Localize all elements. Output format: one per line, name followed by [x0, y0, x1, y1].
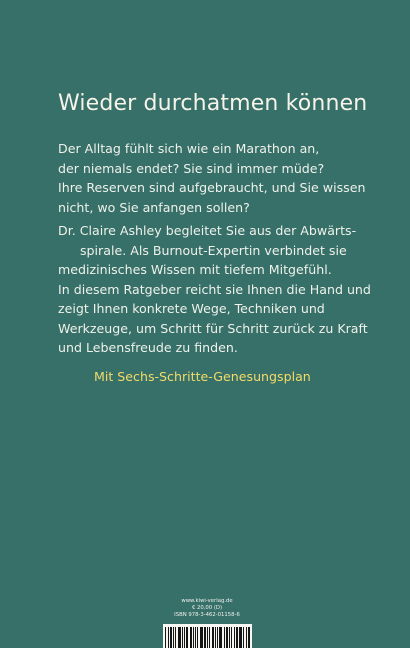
barcode-bar — [178, 627, 181, 648]
barcode-icon — [163, 624, 252, 648]
intro-line-3: Ihre Reserven sind aufgebraucht, und Sie wissen — [58, 180, 366, 195]
barcode-bar — [197, 627, 198, 648]
barcode-bar — [231, 627, 232, 648]
intro-paragraph — [58, 139, 370, 217]
barcode-bar — [215, 627, 216, 648]
barcode-bar — [184, 627, 185, 648]
barcode-bar — [204, 627, 206, 648]
barcode-bar — [217, 627, 218, 648]
description-line-4: In diesem Ratgeber reicht sie Ihnen die Hand und — [58, 281, 371, 297]
barcode-bar — [229, 627, 230, 648]
barcode-bar — [165, 627, 166, 648]
barcode-bar — [175, 627, 176, 648]
back-cover-headline: Wieder durchatmen können — [58, 91, 368, 116]
publisher-info — [163, 598, 251, 619]
recovery-plan-highlight: Mit Sechs-Schritte-Genesungsplan — [94, 369, 311, 384]
description-line-3: medizinisches Wissen mit tiefem Mitgefühl. — [58, 262, 332, 277]
barcode-bar — [226, 627, 228, 648]
barcode-bar — [219, 627, 222, 648]
barcode-bar — [246, 627, 247, 648]
barcode-bar — [224, 627, 225, 648]
barcode-bar — [168, 627, 169, 648]
book-price: € 20,00 (D) — [191, 605, 223, 612]
barcode-bar — [236, 627, 238, 648]
barcode-bar — [239, 627, 242, 648]
intro-line-2: der niemals endet? Sie sind immer müde? — [58, 160, 325, 176]
barcode-bar — [173, 627, 174, 648]
description-line-1: Dr. Claire Ashley begleitet Sie aus der Abwärts- — [58, 223, 357, 238]
publisher-website: www.kiwi-verlag.de — [181, 598, 233, 604]
barcode-bar — [248, 627, 250, 648]
barcode-bar — [243, 627, 244, 648]
barcode-bar — [234, 627, 235, 648]
barcode-bar — [170, 627, 172, 648]
barcode-bar — [200, 627, 203, 648]
intro-line-1: Der Alltag fühlt sich wie ein Marathon an, — [58, 141, 320, 156]
description-line-2: spirale. Als Burnout-Expertin verbindet sie — [80, 242, 347, 258]
barcode-bar — [182, 627, 183, 648]
description-line-6: Werkzeuge, um Schritt für Schritt zurück zu Kraft — [58, 320, 368, 336]
barcode-bar — [195, 627, 196, 648]
isbn-text: ISBN 978-3-462-01158-6 — [174, 612, 240, 619]
barcode-bar — [212, 627, 214, 648]
barcode-bar — [193, 627, 194, 648]
barcode-bar — [186, 627, 188, 648]
description-line-5: zeigt Ihnen konkrete Wege, Techniken und — [58, 301, 325, 316]
description-paragraph — [58, 221, 370, 358]
description-line-7: und Lebensfreude zu finden. — [58, 340, 238, 355]
barcode-bar — [190, 627, 192, 648]
barcode-bar — [207, 627, 208, 648]
intro-line-4: nicht, wo Sie anfangen sollen? — [58, 199, 250, 215]
barcode — [163, 624, 252, 648]
barcode-bar — [209, 627, 210, 648]
